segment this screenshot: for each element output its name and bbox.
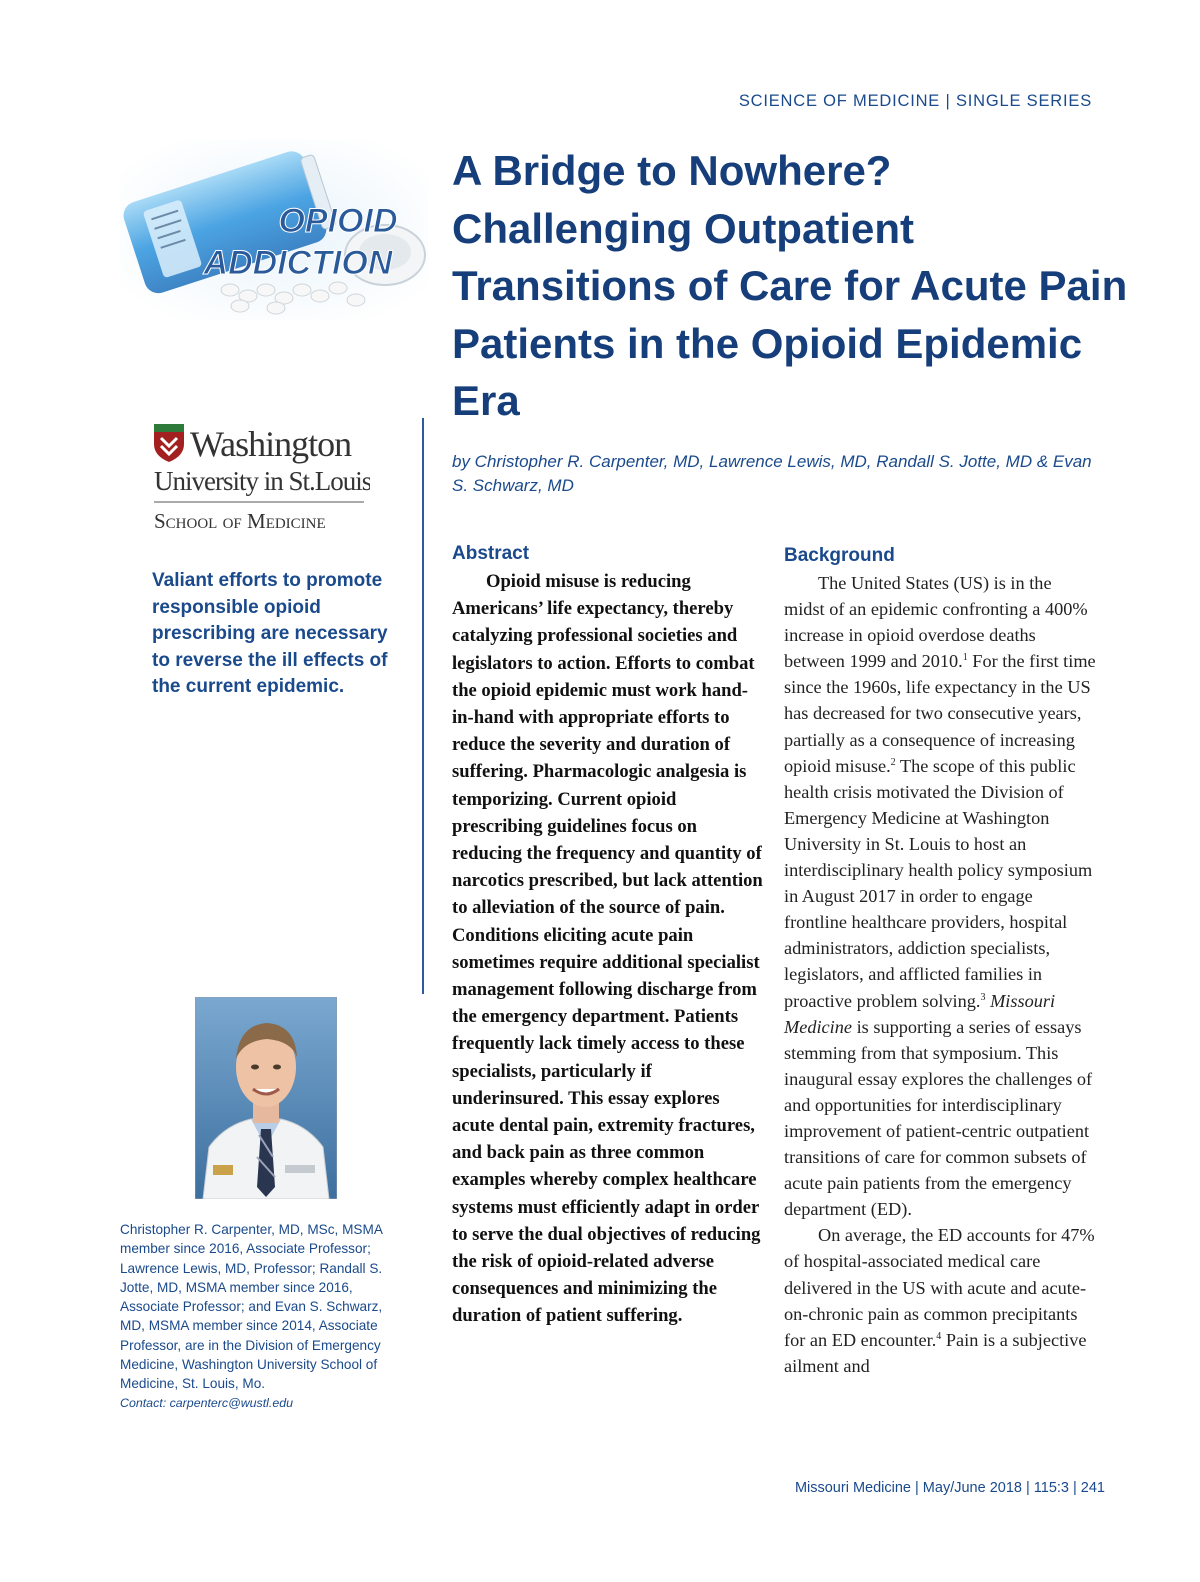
reference-3: 3 (980, 991, 986, 1003)
background-text (784, 570, 1096, 1379)
logo-line3: School of Medicine (154, 509, 326, 533)
washington-university-logo (150, 418, 370, 536)
logo-line1: Washington (190, 424, 352, 464)
background-p1-d: is supporting a series of essays stemming from that symposium. This inaugural essay explores the challenges of and opportunities for interdisciplinary improvement of patient-centric outpatient transitions of care for common subsets of acute pain patients from the emergency department (ED). (784, 1016, 1093, 1220)
abstract-heading: Abstract (452, 543, 530, 564)
article-title: A Bridge to Nowhere? Challenging Outpatient Transitions of Care for Acute Pain Patients in the Opioid Epidemic Era (452, 147, 1128, 424)
background-p1-c: The scope of this public health crisis motivated the Division of Emergency Medicine at Washington University in St. Louis to host an interdisciplinary health policy symposium in August 2017 in order to engage frontline healthcare providers, hospital administrators, addiction specialists, legislators, and afflicted families in proactive problem solving. (784, 755, 1093, 1011)
opioid-addiction-image (120, 140, 428, 320)
background-p2-a: On average, the ED accounts for 47% of hospital-associated medical care delivered in the US with acute and acute-on-chronic pain as common precipitants for an ED encounter. (784, 1225, 1095, 1350)
hero-label-line1: OPIOID (278, 202, 398, 240)
column-divider (422, 418, 424, 994)
byline: by Christopher R. Carpenter, MD, Lawrence Lewis, MD, Randall S. Jotte, MD & Evan S. Schwarz, MD (452, 452, 1092, 495)
reference-2: 2 (890, 756, 896, 768)
author-bio-text: Christopher R. Carpenter, MD, MSc, MSMA member since 2016, Associate Professor; Lawrence Lewis, MD, Professor; Randall S. Jotte, MD, MSMA member since 2016, Associate Professor; and Evan S. Schwarz, MD, MSMA member since 2014, Associate Professor, are in the Division of Emergency Medicine, Washington University School of Medicine, St. Louis, Mo. (120, 1222, 383, 1392)
author-portrait (195, 997, 337, 1199)
pull-quote: Valiant efforts to promote responsible opioid prescribing are necessary to reverse the ill effects of the current epidemic. (152, 570, 388, 697)
journal-name: Missouri Medicine (784, 990, 1056, 1037)
abstract-text: Opioid misuse is reducing Americans’ life expectancy, thereby catalyzing professional societies and legislators to action. Efforts to combat the opioid epidemic must work hand-in-hand with appropriate efforts to reduce the severity and duration of suffering. Pharmacologic analgesia is temporizing. Current opioid prescribing guidelines focus on reducing the frequency and quantity of narcotics prescribed, but lack attention to alleviation of the source of pain. Conditions eliciting acute pain sometimes require additional specialist management following discharge from the emergency department. Patients frequently lack timely access to these specialists, particularly if underinsured. This essay explores acute dental pain, extremity fractures, and back pain as three common examples whereby complex healthcare systems must efficiently adapt in order to serve the dual objectives of reducing the risk of opioid-related adverse consequences and minimizing the duration of patient suffering. (452, 571, 763, 1327)
background-p1-b: For the first time since the 1960s, life expectancy in the US has decreased for two consecutive years, partially as a consequence of increasing opioid misuse. (784, 651, 1096, 776)
background-paragraph-1 (784, 570, 1096, 1222)
reference-4: 4 (936, 1330, 942, 1342)
background-heading: Background (784, 545, 895, 566)
pill-bottle-icon (120, 140, 428, 320)
shield-icon (154, 424, 184, 462)
author-bio (120, 1220, 405, 1413)
page-footer: Missouri Medicine | May/June 2018 | 115:3 | 241 (794, 1480, 1105, 1496)
series-header: SCIENCE OF MEDICINE | SINGLE SERIES (738, 92, 1092, 110)
reference-1: 1 (962, 652, 968, 664)
background-p1-a: The United States (US) is in the midst of an epidemic confronting a 400% increase in opioid overdose deaths between 1999 and 2010. (784, 573, 1088, 672)
background-paragraph-2 (784, 1222, 1096, 1379)
author-contact: Contact: carpenterc@wustl.edu (120, 1395, 294, 1410)
background-p2-b: Pain is a subjective ailment and (784, 1329, 1087, 1376)
logo-line2: University in St.Louis (154, 466, 370, 496)
hero-label-line2: ADDICTION (203, 244, 393, 282)
